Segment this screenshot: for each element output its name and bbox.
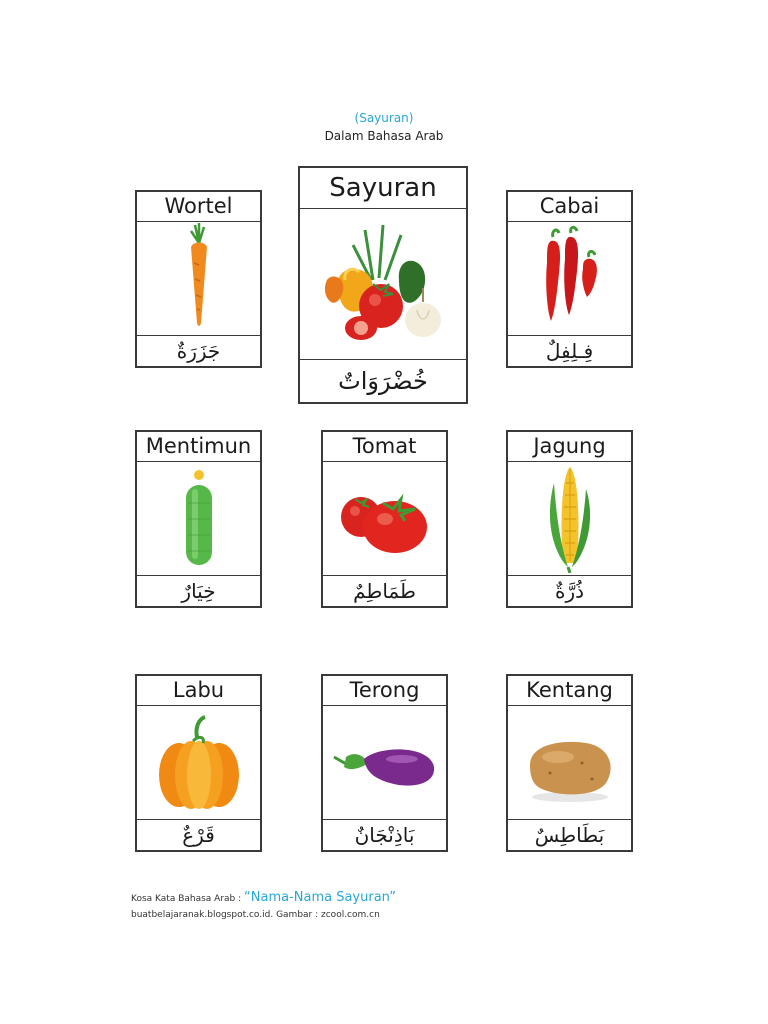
card-label: Mentimun: [137, 432, 260, 462]
card-terong: [321, 674, 448, 852]
footer-caption: [131, 890, 396, 905]
card-arabic: فِـلِفِلٌ: [508, 335, 631, 366]
card-label: Tomat: [323, 432, 446, 462]
card-arabic: قَرْعٌ: [137, 819, 260, 850]
carrot-illustration: [137, 223, 260, 337]
cucumber-illustration: [137, 463, 260, 577]
tomato-illustration: [323, 463, 446, 577]
footer-prefix: Kosa Kata Bahasa Arab :: [131, 894, 245, 904]
card-label: Sayuran: [300, 168, 466, 209]
page-title: Dalam Bahasa Arab: [324, 129, 444, 143]
potato-illustration: [508, 707, 631, 821]
card-sayuran: [298, 166, 468, 404]
card-kentang: [506, 674, 633, 852]
card-label: Jagung: [508, 432, 631, 462]
mixed-vegetables-illustration: [300, 210, 466, 362]
card-arabic: خِيَارٌ: [137, 575, 260, 606]
eggplant-illustration: [323, 707, 446, 821]
chili-illustration: [508, 223, 631, 337]
pumpkin-illustration: [137, 707, 260, 821]
card-arabic: خُضْرَوَاتٌ: [300, 359, 466, 402]
card-label: Terong: [323, 676, 446, 706]
page-subtitle: (Sayuran): [354, 111, 414, 125]
footer-quote: “Nama-Nama Sayuran”: [244, 890, 396, 905]
card-jagung: [506, 430, 633, 608]
card-arabic: جَزَرَةٌ: [137, 335, 260, 366]
card-arabic: بَطَاطِسٌ: [508, 819, 631, 850]
card-wortel: [135, 190, 262, 368]
card-label: Cabai: [508, 192, 631, 222]
footer-source: buatbelajaranak.blogspot.co.id. Gambar : zcool.com.cn: [131, 910, 380, 920]
card-cabai: [506, 190, 633, 368]
corn-illustration: [508, 463, 631, 577]
card-mentimun: [135, 430, 262, 608]
card-label: Labu: [137, 676, 260, 706]
card-label: Wortel: [137, 192, 260, 222]
card-arabic: طَمَاطِمٌ: [323, 575, 446, 606]
card-tomat: [321, 430, 448, 608]
card-arabic: ذُرَّةٌ: [508, 575, 631, 606]
card-arabic: بَاذِنْجَانٌ: [323, 819, 446, 850]
card-labu: [135, 674, 262, 852]
card-label: Kentang: [508, 676, 631, 706]
